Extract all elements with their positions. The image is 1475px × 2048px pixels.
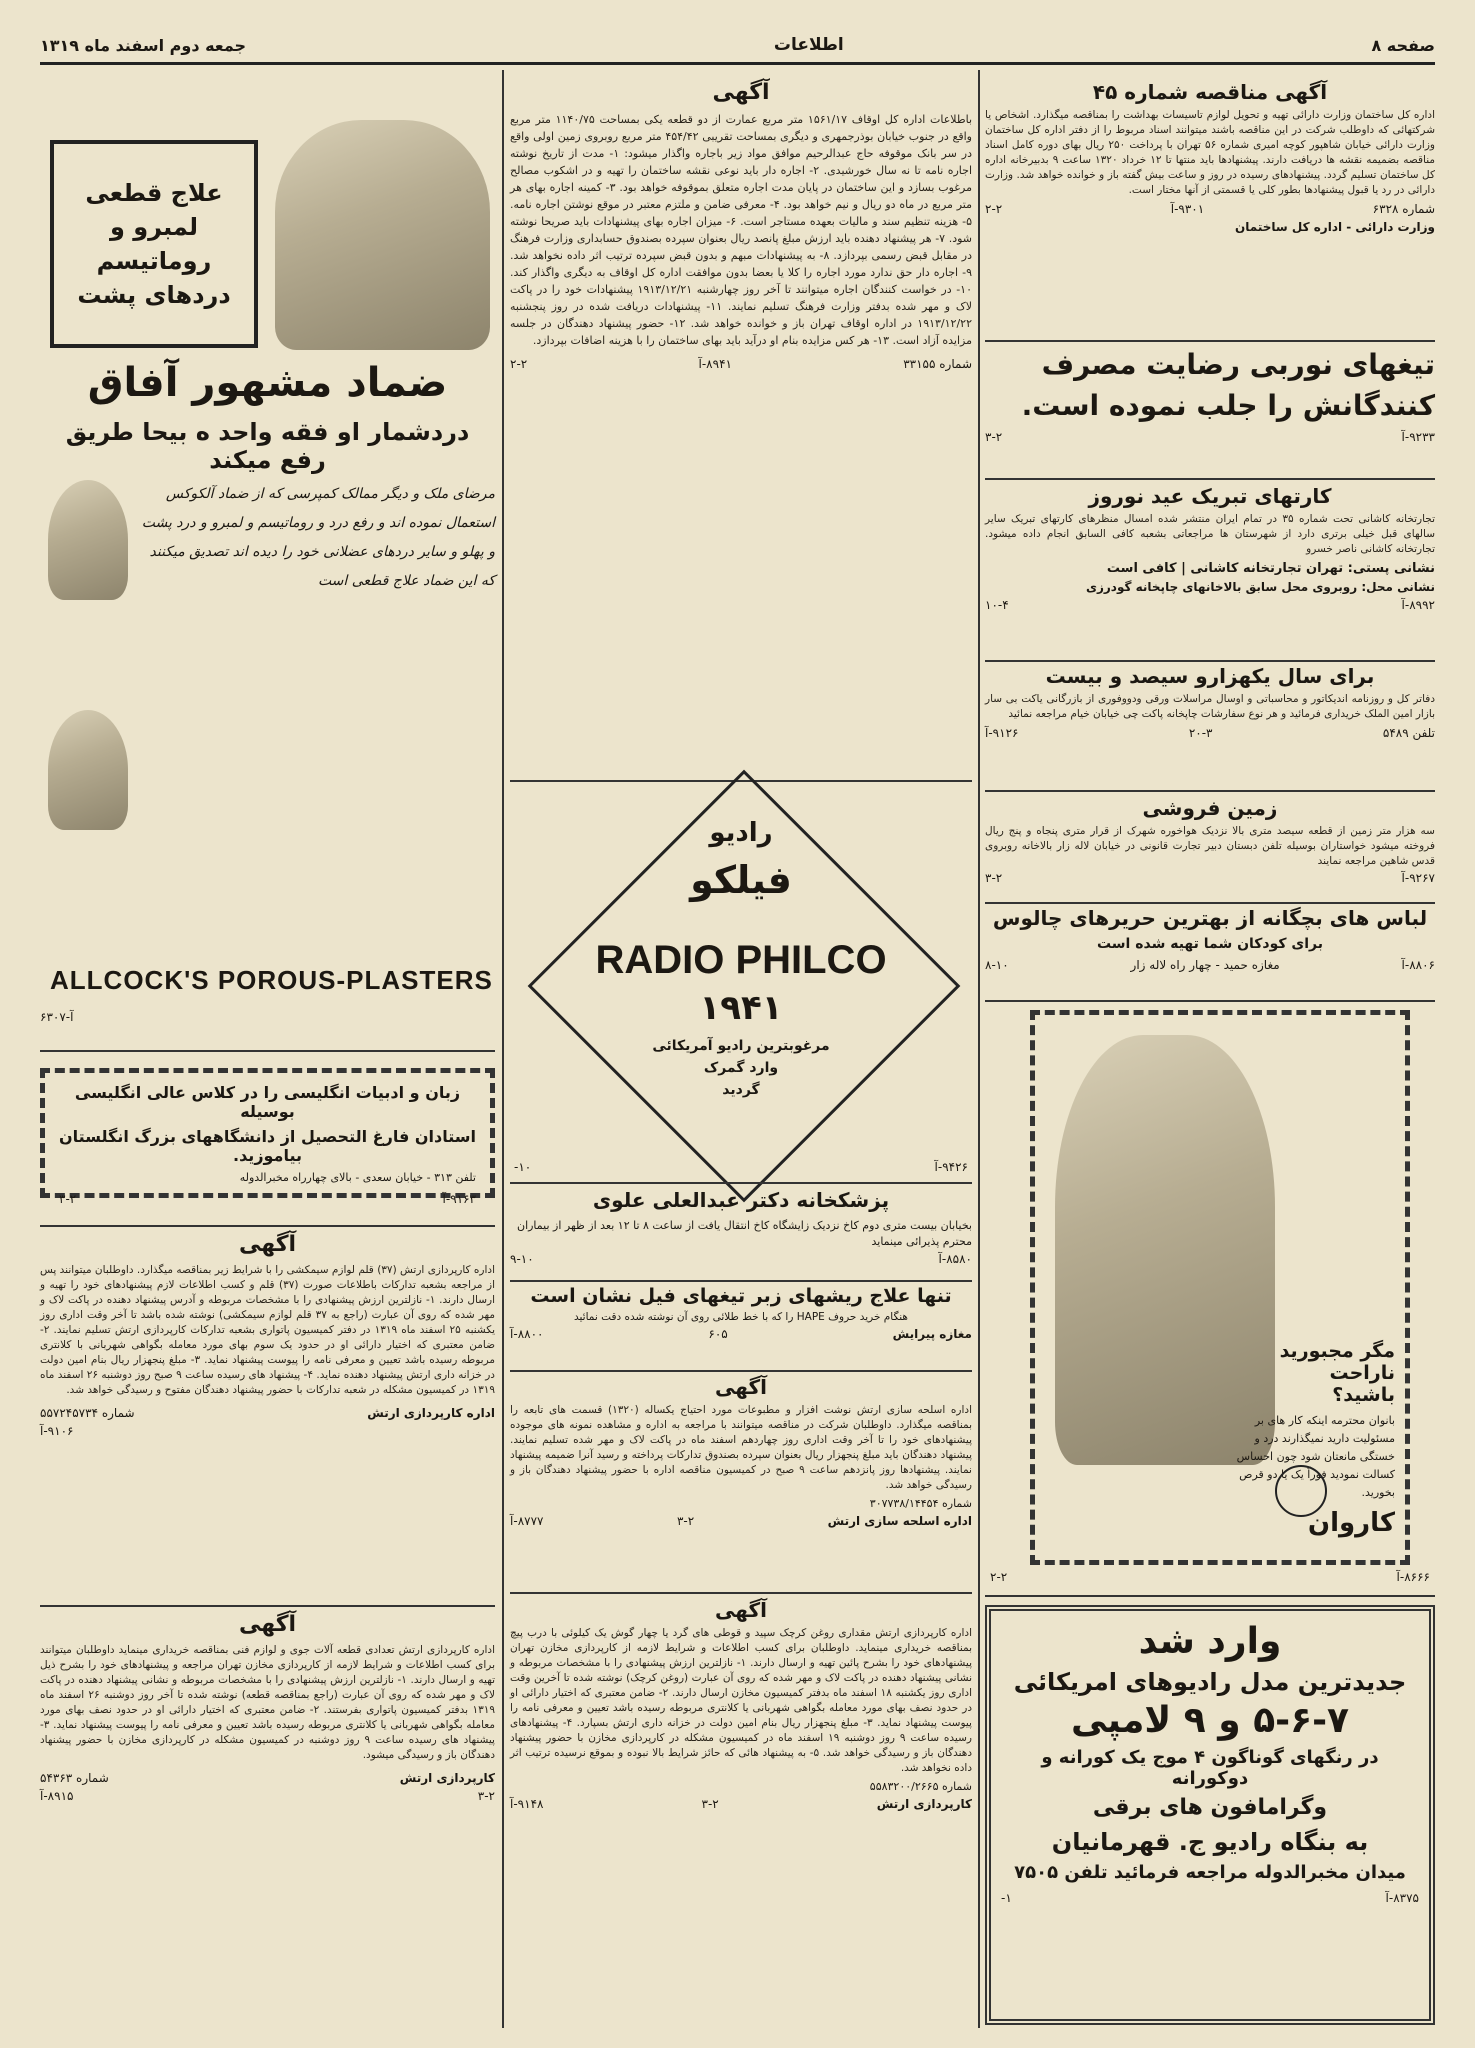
nowruz-body: تجارتخانه کاشانی تحت شماره ۳۵ در تمام ایران منتشر شده امسال منظرهای کارتهای تبریک سایر سالهای قبل خیلی برتری دارد از شهرستان ها مراجعاتی بشعبه کافی السابق انجام داده میشود. تجارتخانه کاشانی ناصر خسرو — [985, 513, 1436, 555]
notice-castor-oil-tender — [510, 1598, 972, 2023]
english-line2: استادان فارغ التحصیل از دانشگاههای بزرگ انگلستان بیاموزید. — [59, 1127, 476, 1165]
blades-shop: مغازه پیرایش — [892, 1327, 972, 1341]
divider — [985, 1000, 1435, 1002]
kids-sub: برای کودکان شما تهیه شده است — [1096, 936, 1324, 952]
arms-code: ۸۷۷۷-آ — [510, 1514, 544, 1528]
caravan-num: ۲-۲ — [990, 1570, 1008, 1584]
divider — [510, 1370, 972, 1372]
tender45-title: آگهی مناقصه شماره ۴۵ — [1092, 80, 1328, 104]
notice2-body: اداره کارپردازی ارتش تعدادی قطعه آلات جوی و لوازم فنی بمناقصه خریداری مینماید داوطلبان میتوانند برای کسب اطلاعات و شرایط لازمه از کارپردازی مخازن تهران مراجعه و پیشنهادهای خود را بشرح ذیل تهیه و ارسال دارند. ۱- نازلترین ارزش پیشنهادی را با مشخصات مربوطه و نشانی پیشنهاد دهنده در پاکت لاک و مهر شده که روی آن عبارت (راجع بمناقصه قطعه) نوشته شده تا آخر روز دوشنبه ۲۶ اسفند ماه ۱۳۱۹ بدفتر کمیسیون پاتواری بفرستند. ۲- ضامن معتبری که اختیار دارائی او در حدود نصف بهای مورد معامله بگواهی شهربانی یا کلانتری مربوطه رسیده باشد تعیین و معرفی نامه را پیوست پیشنهاد نماید. ۳- پیشنهاد های رسیده ساعت ۹ روز دوشنبه در کمیسیون مشکله در کارپردازی مخازن با حضور پیشنهاد دهندگان باز و رسیدگی میشود. — [40, 1644, 495, 1761]
column-rule — [502, 70, 504, 2028]
waqf-body: باطلاعات اداره کل اوقاف ۱۵۶۱/۱۷ متر مربع عمارت از دو قطعه یکی بمساحت ۱۱۴۰/۷۵ متر مربع واقع در جنوب خیابان بوذرجمهری و دیگری بمساحت تقریبی ۴۵۴/۴۲ متر مربع روبروی زمین اولی واقع در سر بانک موقوفه حاج عبدالرحیم موافق مواد زیر باجاره واگذار میشود: ۱- مدت از تاریخ نوشته اجاره نامه تا نه سال خورشیدی. ۲- اجاره دار باید نوعی نقشه ساختمان را تهیه و در اشکوب مصالح مرغوب بسازد و این ساختمان در پایان مدت اجاره متعلق بموقوفه خواهد بود. ۳- کمینه اجاره بهای هر متر مربع در ماه دو ریال و نیم خواهد بود. ۴- معرفی ضامن و ملتزم معتبر در موقع نوشتن اجاره نامه. ۵- هزینه تنظیم سند و مالیات بعهده مستاجر است. ۶- میزان اجاره بهای پیشنهادات باید صریحا نوشته شود. ۷- هر پیشنهاد دهنده باید ارزش مبلغ پانصد ریال بعنوان سپرده بصندوق حسابداری وزارت فرهنگ در مقابل قبض رسمی بپردازد. ۸- به پیشنهادات مبهم و بدون قبض سپرده ترتیب اثر داده نخواهد شد. ۹- اجاره دار حق ندارد مورد اجاره را کلا یا بعضا بدون موافقت اداره کل اوقاف به دیگری واگذار کند. ۱۰- در خواست کنندگان اجاره میتوانند تا آخر روز چهارشنبه ۱۹۱۳/۱۲/۲۱ پیشنهادات خود را در پاکت لاک و مهر شده بدفتر وزارت فرهنگ تسلیم نمایند. ۱۱- پیشنهادات دریافت شده در روز پنجشنبه ۱۹۱۳/۱۲/۲۲ در اداره اوقاف تهران باز و خوانده خواهد شد. ۱۲- حضور پیشنهاد دهندگان در جلسه مزایده آزاد است. ۱۳- هر کس مزایده بنام او درآید باید بهای ساختمان را با هزینه اضافات بپردازد. — [510, 113, 973, 347]
english-line1: زبان و ادبیات انگلیسی را در کلاس عالی انگلیسی بوسیله — [74, 1083, 461, 1121]
land-body: سه هزار متر زمین از قطعه سیصد متری بالا نزدیک هواخوره شهرک از قرار متری پنجاه و پنج ریال فروخته میشود خواستاران بوسیله تلفن دبستان دبیر تجارت قانونی در خیابان لاله زار بالاخانه روبروی قدس شاهین مراجعه نمایند — [985, 825, 1435, 867]
divider — [40, 1050, 495, 1052]
kids-code: ۸۸۰۶-آ — [1401, 958, 1435, 972]
blades-num: ۶۰۵ — [708, 1327, 728, 1341]
divider — [40, 1605, 495, 1607]
radio-shop: به بنگاه رادیو ج. قهرمانیان — [1051, 1828, 1369, 1856]
blades-codes — [510, 1327, 972, 1341]
land-codes — [985, 871, 1435, 885]
allcock-body: مرضای ملک و دیگر ممالک کمپرسی که از ضماد آلکوکس استعمال نموده اند و رفع درد و روماتیسم و لمبرو و درد پشت و پهلو و سایر دردهای عضلانی خود را دیده اند تصدیق میکنند که این ضماد علاج قطعی است — [141, 486, 495, 589]
notice1-number: شماره ۵۵۷۲۴۵۷۳۴ — [40, 1406, 135, 1420]
arms-title: آگهی — [715, 1375, 767, 1399]
notice2-footer — [40, 1771, 495, 1785]
caravan-codes — [990, 1570, 1430, 1584]
waqf-num: ۲-۲ — [510, 357, 528, 371]
allcock-code: آ-۶۳۰۷ — [40, 1010, 74, 1024]
allcock-subhead: دردشمار او فقه واحد ه بیحا طریق رفع میکند — [65, 418, 470, 474]
ad-radio-shop — [985, 1605, 1435, 2025]
ad-shaving-blades — [510, 1285, 972, 1365]
supply-sign: کارپردازی ارتش — [876, 1797, 972, 1811]
radio-num: ۱- — [1001, 1891, 1012, 1905]
philco-tag3: گردید — [722, 1082, 760, 1098]
blades-code: ۸۸۰۰-آ — [510, 1327, 544, 1341]
supply-code: ۹۱۴۸-آ — [510, 1797, 544, 1811]
philco-num: ۱۰- — [514, 1160, 532, 1174]
ad-land-sale — [985, 796, 1435, 896]
doctor-code: ۸۵۸۰-آ — [938, 1252, 972, 1266]
notice1-title: آگهی — [238, 1232, 297, 1257]
nowruz-num: ۱۰-۴ — [985, 598, 1009, 612]
ad-english-classes — [40, 1068, 495, 1206]
ad-nowruz-cards — [985, 484, 1435, 654]
notice2-num: ۳-۲ — [477, 1789, 495, 1803]
caravan-logo-icon — [1275, 1465, 1327, 1517]
notice-parts-tender — [40, 1612, 495, 2022]
radio-code: ۸۳۷۵-آ — [1385, 1891, 1419, 1905]
nowruz-addr1: نشانی پستی: تهران تجارتخانه کاشانی | کافی است — [1106, 561, 1435, 576]
divider — [985, 902, 1435, 904]
land-title: زمین فروشی — [1142, 796, 1278, 820]
paper-title: برای سال یکهزارو سیصد و بیست — [1045, 664, 1375, 688]
allcock-figure-2 — [48, 710, 128, 830]
page-header — [40, 28, 1435, 65]
divider — [985, 660, 1435, 662]
nobi-line2: کنندگانش را جلب نموده است. — [1021, 389, 1435, 422]
supply-number: شماره ۵۵۸۳۲۰۰/۲۶۶۵ — [869, 1780, 972, 1793]
philco-year: ۱۹۴۱ — [699, 988, 783, 1028]
tender45-code: ۹۳۰۱-آ — [1170, 202, 1205, 216]
radio-addr: میدان مخبرالدوله مراجعه فرمائید تلفن ۷۵۰۵ — [1014, 1862, 1406, 1883]
paper-phone: تلفن ۵۴۸۹ — [1382, 726, 1435, 740]
notice2-number: شماره ۵۴۳۶۳ — [40, 1771, 109, 1785]
english-num: ۳-۲ — [59, 1192, 77, 1206]
land-code: ۹۲۶۷-آ — [1401, 871, 1435, 885]
land-num: ۳-۲ — [985, 871, 1003, 885]
kids-title: لباس های بچگانه از بهترین حریرهای چالوس — [992, 906, 1428, 930]
divider — [985, 478, 1435, 480]
allcock-figure-1 — [48, 480, 128, 600]
philco-tag1: مرغوبترین رادیو آمریکائی — [652, 1038, 830, 1054]
divider — [510, 1280, 972, 1282]
nobi-codes — [985, 430, 1435, 444]
nobi-code: ۹۲۳۳-آ — [1401, 430, 1435, 444]
kids-shop: مغازه حمید - چهار راه لاله زار — [1130, 958, 1280, 972]
column-rule — [978, 70, 980, 2028]
nobi-num: ۳-۲ — [985, 430, 1003, 444]
supply-title: آگهی — [715, 1598, 767, 1622]
paper-codes — [985, 726, 1435, 740]
tender45-codes — [985, 202, 1435, 216]
philco-top: رادیو — [709, 818, 773, 848]
philco-brand: RADIO PHILCO — [595, 938, 887, 982]
notice2-sign: کارپردازی ارتش — [399, 1771, 495, 1785]
arms-body: اداره اسلحه سازی ارتش نوشت افزار و مطبوعات مورد احتیاج یکساله (۱۳۲۰) قسمت های تابعه را بمناقصه میگذارد. داوطلبان شرکت در مناقصه میتوانند با مراجعه به اداره و مشاهده نمونه های موجوده پیشنهادهای خود را تا آخر وقت اداری روز چهاردهم اسفند ماه در پاکت لاک و مهر شده تسلیم نمایند. پیشنهاد دهندگان باید مبلغ پنجهزار ریال بعنوان سپرده بصندوق تدارکات پرداخته و رسید آنرا ضمیمه پیشنهاد نمایند. پیشنهادها روز پانزدهم ساعت ۹ صبح در کمیسیون مناقصه اداره با حضور پیشنهاد دهندگان باز و رسیدگی خواهد شد. — [510, 1404, 972, 1491]
doctor-num: ۹-۱۰ — [510, 1252, 534, 1266]
radio-line1: جدیدترین مدل رادیوهای امریکائی — [1013, 1668, 1407, 1696]
allcock-bubble: علاج قطعی لمبرو و روماتیسم دردهای پشت — [77, 179, 231, 309]
doctor-line: بخیابان بیست متری دوم کاخ نزدیک زایشگاه کاخ انتقال یافت از ساعت ۸ تا ۱۲ بعد از ظهر از بیماران محترم پذیرائی مینماید — [516, 1219, 972, 1248]
notice2-codes — [40, 1789, 495, 1803]
divider — [510, 1592, 972, 1594]
supply-num: ۳-۲ — [701, 1797, 719, 1811]
supply-body: اداره کارپردازی ارتش مقداری روغن کرچک سپید و قوطی های گرد یا چهار گوش یک کیلوئی با درب پیچ بمناقصه خریداری مینماید. داوطلبان برای کسب اطلاعات و شرایط لازمه از کارپردازی مخازن تهران پیشنهادهای خود را بشرح پائین تهیه و ارسال دارند. ۱- نازلترین ارزش پیشنهادی را با مشخصات مربوطه و نشانی پیشنهاد دهنده در پاکت لاک و مهر شده که روی آن عبارت (روغن کرچک) نوشته شده تا آخرین وقت اداری روز یکشنبه ۱۸ اسفند ماه بدفتر کمیسیون مخازن ارسال دارند. ۲- ضامن معتبری که اختیار دارائی او در حدود نصف بهای مورد معامله بگواهی شهربانی یا کلانتری مربوطه رسیده باشد تعیین و معرفی نامه را پیوست پیشنهاد نماید. ۳- مبلغ پنجهزار ریال بنام امین دولت در خزانه داری ارتش بسپارد. ۴- پیشنهادهای رسیده ساعت ۹ روز دوشنبه ۱۹ اسفند ماه در کمیسیون مشکله در کارپردازی مخازن با حضور پیشنهاد دهندگان باز و رسیدگی خواهد شد. ۵- به پیشنهاد هائی که حائز شرایط بالا نبوده و بموقع نرسیده ترتیب اثر داده نخواهد شد. — [510, 1627, 972, 1774]
blades-title: تنها علاج ریشهای زبر تیغهای فیل نشان است — [530, 1285, 952, 1307]
tender45-num: ۲-۲ — [985, 202, 1003, 216]
philco-codes — [514, 1160, 968, 1174]
notice1-sign: اداره کارپردازی ارتش — [367, 1406, 495, 1420]
divider — [510, 1182, 972, 1184]
nowruz-code: ۸۹۹۲-آ — [1401, 598, 1435, 612]
notice-tender-45 — [985, 80, 1435, 330]
caravan-body: بانوان محترمه اینکه کار های بر مسئولیت دارید نمیگذارند درد و خستگی مانعتان شود چون احساس کسالت نمودید فوراً یک یا دو قرص بخورید. — [1236, 1414, 1395, 1499]
notice1-body: اداره کارپردازی ارتش (۳۷) قلم لوازم سیمکشی را با شرایط زیر بمناقصه میگذارد. داوطلبان میتوانند پس از مراجعه بشعبه تدارکات باطلاعات صورت (۳۷) قلم و کسب اطلاعات لازم پیشنهادهای خود را تهیه و ارسال دارند. ۱- نازلترین ارزش پیشنهادی را با مشخصات مربوطه و آدرس پیشنهاد دهنده در پاکت لاک و مهر شده که روی آن عبارت (راجع به ۳۷ قلم لوازم سیمکشی) نوشته شده باشد تا آخر وقت اداری روز یکشنبه ۲۵ اسفند ماه ۱۳۱۹ در دفتر کمیسیون پاتواری بشعبه تدارکات کارپردازی ارتش تسلیم نمایند. ۲- ضامن معتبری که اختیار دارائی او در حدود یک سوم بهای مورد معامله بگواهی شهربانی با کلانتری مربوطه رسیده باشد تعیین و معرفی نامه را پیوست پیشنهاد نماید. ۳- مبلغ پنجهزار ریال بنام امین دولت در خزانه داری ارتش پیشنهاد دهنده نماید. ۴- پیشنهاد های رسیده ساعت ۹ صبح روز دوشنبه ۲۶ اسفند ماه ۱۳۱۹ در کمیسیون مشکله در شعبه تدارکات با حضور پیشنهاد دهندگان مفتوح و رسیدگی خواهد شد. — [40, 1264, 496, 1396]
notice2-title: آگهی — [238, 1612, 297, 1637]
header-date: جمعه دوم اسفند ماه ۱۳۱۹ — [40, 35, 247, 55]
allcock-brand: ALLCOCK'S POROUS-PLASTERS — [50, 965, 493, 995]
header-newspaper: اطلاعات — [773, 35, 844, 55]
tender45-number: شماره ۶۳۲۸ — [1372, 202, 1435, 216]
ad-nobi-blades — [985, 348, 1435, 470]
notice-wiring-tender — [40, 1232, 495, 1597]
tender45-sign: وزارت دارائی - اداره کل ساختمان — [1235, 220, 1435, 234]
divider — [985, 340, 1435, 342]
caravan-q1: مگر مجبورید ناراحت — [1279, 1340, 1395, 1384]
arms-num: ۳-۲ — [676, 1514, 695, 1528]
paper-num: ۲۰-۳ — [1188, 726, 1213, 740]
kids-num: ۸-۱۰ — [985, 958, 1009, 972]
paper-body: دفاتر کل و روزنامه اندیکاتور و محاسباتی و اوسال مراسلات ورقی ودووفوری از بازرگانی یاکت بی سار بازار امین الملک خریداری فرمائید و هر نوع سفارشات چاپخانه پاکت چی خیابان خیام مراجعه نمائید — [985, 693, 1435, 720]
english-line3: تلفن ۳۱۳ - خیابان سعدی - بالای چهارراه مخبرالدوله — [239, 1171, 476, 1184]
arms-footer — [510, 1514, 972, 1528]
divider — [985, 1595, 1435, 1597]
ad-caravan-pills — [1030, 1010, 1410, 1565]
english-code: ۹۱۶۳-آ — [442, 1192, 476, 1206]
ad-allcock — [40, 110, 495, 1040]
notice-arms-stationery — [510, 1375, 972, 1590]
divider — [985, 790, 1435, 792]
philco-farsi-name: فیلکو — [690, 858, 792, 902]
radio-models: ۵-۶-۷ و ۹ لامپی — [1071, 1700, 1349, 1741]
nowruz-title: کارتهای تبریک عید نوروز — [1088, 484, 1332, 508]
english-codes — [59, 1192, 476, 1206]
notice1-footer — [40, 1406, 495, 1420]
philco-tag2: وارد گمرک — [703, 1060, 779, 1076]
caravan-brand: کاروان — [1307, 1508, 1395, 1538]
ad-radio-philco — [510, 788, 972, 1178]
waqf-code: ۸۹۴۱-آ — [698, 357, 732, 371]
doctor-codes — [510, 1252, 972, 1266]
tender45-body: اداره کل ساختمان وزارت دارائی تهیه و تحویل لوازم تاسیسات بهداشت را بمناقصه میگذارد. اشخاص یا شرکتهائی که داوطلب شرکت در این مناقصه باشند میتوانند اسناد مربوط را از دفتر اداره کل ساختمان وزارت دارائی خیابان شاهپور کوچه امیری شماره ۵۶ تهران با پرداخت ۲۵۰ ریال بهای دوره کامل اسناد مناقصه بضمیمه نقشه ها دریافت دارند. پیشنهادها باید منتها تا ۱۲ خرداد ۱۳۲۰ ساعت ۹ بدبیرخانه اداره کل ساختمان تسلیم گردد. پیشنهادهای رسیده در روز و ساعت بیش گفته باز و خوانده خواهد شد. وزارت دارائی در رد یا قبول پیشنهادها بطور کلی یا قسمتی از آنها مختار است. — [985, 109, 1435, 196]
waqf-footer — [510, 357, 972, 371]
notice2-code: ۸۹۱۵-آ — [40, 1789, 74, 1803]
nobi-line1: تیغهای نوربی رضایت مصرف — [1041, 348, 1435, 381]
arms-sign: اداره اسلحه سازی ارتش — [827, 1514, 972, 1528]
nowruz-codes — [985, 598, 1435, 612]
caravan-code: ۸۶۶۶-آ — [1396, 1570, 1430, 1584]
header-page-label: صفحه ۸ — [1371, 35, 1435, 55]
philco-code: ۹۴۲۶-آ — [934, 1160, 968, 1174]
notice1-code: ۹۱۰۶-آ — [40, 1424, 74, 1438]
radio-line3: وگرامافون های برقی — [1092, 1795, 1328, 1820]
waqf-title: آگهی — [712, 80, 770, 105]
allcock-board — [50, 140, 258, 348]
ad-stationery-1320 — [985, 664, 1435, 782]
arms-number: شماره ۳۰۷۷۳۸/۱۴۴۵۴ — [869, 1497, 972, 1510]
divider — [40, 1225, 495, 1227]
allcock-illustration — [275, 120, 490, 350]
kids-codes — [985, 958, 1435, 972]
radio-codes — [1001, 1891, 1419, 1905]
notice-waqf-lease — [510, 80, 972, 770]
waqf-number: شماره ۳۳۱۵۵ — [903, 357, 972, 371]
radio-arrived: وارد شد — [1138, 1621, 1282, 1662]
ad-doctor-clinic — [510, 1188, 972, 1278]
allcock-headline: ضماد مشهور آفاق — [87, 360, 448, 406]
blades-line: هنگام خرید حروف HAPE را که با خط طلائی روی آن نوشته شده دقت نمائید — [574, 1311, 908, 1323]
paper-code: ۹۱۲۶-آ — [985, 726, 1019, 740]
doctor-title: پزشکخانه دکتر عبدالعلی علوی — [592, 1188, 890, 1212]
radio-line2: در رنگهای گوناگون ۴ موج یک کورانه و دوکورانه — [1041, 1747, 1379, 1789]
nowruz-addr2: نشانی محل: روبروی محل سابق بالاخانهای چاپخانه گودرزی — [1085, 580, 1435, 594]
caravan-q2: باشید؟ — [1332, 1384, 1395, 1406]
ad-children-clothes — [985, 906, 1435, 994]
supply-footer — [510, 1797, 972, 1811]
